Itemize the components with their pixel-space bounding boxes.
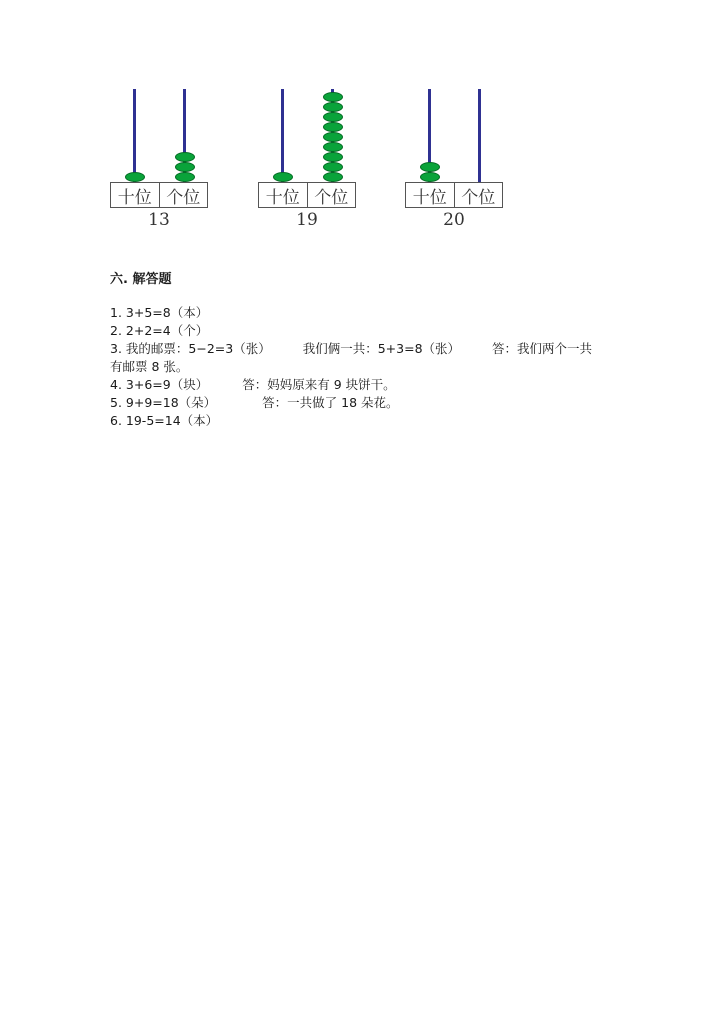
- ones-rod: [478, 89, 481, 182]
- answer-3-calc-1: 3. 我的邮票：5−2=3（张）: [110, 341, 271, 356]
- answer-4-calc: 4. 3+6=9（块）: [110, 377, 209, 392]
- answer-3: [110, 340, 630, 358]
- place-value-box: [258, 182, 356, 208]
- tens-bead: [420, 162, 440, 172]
- answer-4: [110, 376, 630, 394]
- ones-bead: [323, 142, 343, 152]
- answer-3-reply: 答：我们两个一共: [492, 341, 593, 356]
- tens-place-label: 十位: [412, 187, 447, 208]
- ones-bead: [323, 162, 343, 172]
- ones-bead: [323, 132, 343, 142]
- answer-4-reply: 答：妈妈原来有 9 块饼干。: [242, 377, 396, 392]
- tens-bead: [420, 172, 440, 182]
- answer-5-calc: 5. 9+9=18（朵）: [110, 395, 217, 410]
- answer-1: 1. 3+5=8（本）: [110, 305, 209, 320]
- ones-place-label: 个位: [159, 183, 208, 207]
- ones-bead: [175, 172, 195, 182]
- answer-5-reply: 答：一共做了 18 朵花。: [262, 395, 399, 410]
- ones-bead: [175, 152, 195, 162]
- tens-place-label: 十位: [117, 187, 152, 208]
- ones-place-label: 个位: [454, 183, 503, 207]
- answer-6: 6. 19-5=14（本）: [110, 413, 219, 428]
- answer-3-continued: 有邮票 8 张。: [110, 359, 189, 374]
- ones-bead: [175, 162, 195, 172]
- answer-5: [110, 394, 630, 412]
- tens-bead: [273, 172, 293, 182]
- answer-3-calc-2: 我们俩一共：5+3=8（张）: [302, 341, 461, 356]
- ones-place-label: 个位: [307, 183, 356, 207]
- section-title: 六. 解答题: [110, 272, 172, 287]
- tens-rod: [281, 89, 284, 182]
- ones-bead: [323, 112, 343, 122]
- abacus-19: [258, 86, 358, 236]
- abacus-value: 19: [296, 210, 318, 230]
- place-value-box: [110, 182, 208, 208]
- place-value-box: [405, 182, 503, 208]
- ones-bead: [323, 102, 343, 112]
- ones-bead: [323, 92, 343, 102]
- answer-2: 2. 2+2=4（个）: [110, 323, 209, 338]
- abacus-20: [405, 86, 505, 236]
- ones-bead: [323, 152, 343, 162]
- ones-bead: [323, 172, 343, 182]
- abacus-value: 13: [148, 210, 170, 230]
- tens-bead: [125, 172, 145, 182]
- tens-place-label: 十位: [265, 187, 300, 208]
- abacus-value: 20: [443, 210, 465, 230]
- ones-bead: [323, 122, 343, 132]
- answers-list: [110, 304, 630, 430]
- abacus-13: [110, 86, 210, 236]
- tens-rod: [133, 89, 136, 182]
